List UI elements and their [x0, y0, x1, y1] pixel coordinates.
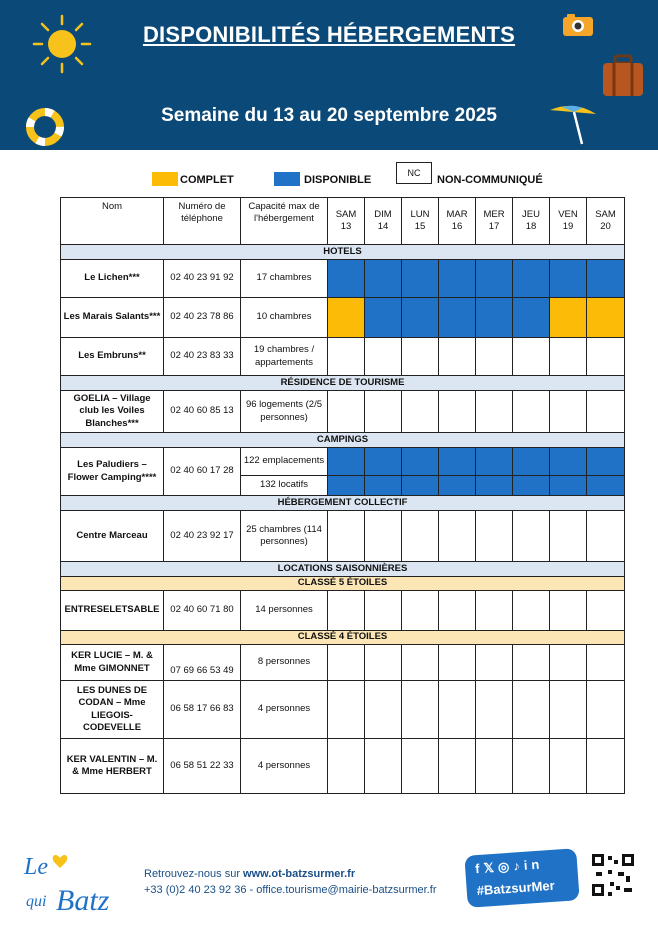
day-cell-disponible [328, 476, 365, 496]
day-cell [365, 739, 402, 794]
subsection-row [61, 631, 625, 645]
phone-cell: 02 40 23 92 17 [164, 511, 241, 562]
name-cell: Les Paludiers – Flower Camping**** [61, 448, 164, 496]
day-cell [365, 591, 402, 631]
day-cell [402, 681, 439, 739]
subsection-classe5: CLASSÉ 5 ÉTOILES [61, 577, 625, 591]
col-day: DIM 14 [365, 198, 402, 245]
day-cell-disponible [365, 298, 402, 338]
day-cell [402, 645, 439, 681]
capacity-cell: 132 locatifs [241, 476, 328, 496]
day-cell [513, 681, 550, 739]
day-cell [328, 681, 365, 739]
col-day: VEN 19 [550, 198, 587, 245]
le-qui-batz-logo [22, 848, 132, 918]
day-cell-complet [587, 298, 625, 338]
day-cell-disponible [513, 476, 550, 496]
phone-cell: 02 40 23 91 92 [164, 260, 241, 298]
legend [0, 162, 658, 192]
day-cell-disponible [550, 448, 587, 476]
day-cell [587, 681, 625, 739]
day-cell [439, 338, 476, 376]
day-cell [328, 739, 365, 794]
name-cell: Les Embruns** [61, 338, 164, 376]
section-campings: CAMPINGS [61, 433, 625, 448]
day-cell [402, 739, 439, 794]
name-cell: LES DUNES DE CODAN – Mme LIEGOIS-CODEVELLE [61, 681, 164, 739]
phone-cell: 02 40 60 17 28 [164, 448, 241, 496]
phone-cell: 02 40 23 83 33 [164, 338, 241, 376]
day-cell-disponible [402, 476, 439, 496]
day-cell [513, 591, 550, 631]
day-cell-complet [328, 298, 365, 338]
day-cell [328, 591, 365, 631]
day-cell-disponible [365, 476, 402, 496]
day-cell [402, 511, 439, 562]
legend-disponible-label: DISPONIBLE [304, 174, 372, 186]
col-day: MAR 16 [439, 198, 476, 245]
day-cell-disponible [402, 298, 439, 338]
day-cell-disponible [476, 476, 513, 496]
section-residence: RÉSIDENCE DE TOURISME [61, 376, 625, 391]
col-capacite: Capacité max de l'hébergement [241, 198, 328, 245]
day-cell [328, 338, 365, 376]
day-cell-disponible [587, 448, 625, 476]
day-cell [513, 645, 550, 681]
phone-cell: 02 40 23 78 86 [164, 298, 241, 338]
day-cell [587, 739, 625, 794]
day-cell-disponible [439, 476, 476, 496]
day-cell-disponible [328, 448, 365, 476]
page-subtitle: Semaine du 13 au 20 septembre 2025 [161, 105, 497, 126]
day-cell [365, 681, 402, 739]
col-day: SAM 20 [587, 198, 625, 245]
capacity-cell: 19 chambres / appartements [241, 338, 328, 376]
legend-nc-label: NON-COMMUNIQUÉ [437, 174, 543, 186]
day-cell-disponible [328, 260, 365, 298]
day-cell-disponible [476, 298, 513, 338]
capacity-cell: 14 personnes [241, 591, 328, 631]
day-cell-disponible [587, 260, 625, 298]
table-row [61, 739, 625, 794]
website-link[interactable]: www.ot-batzsurmer.fr [243, 868, 356, 880]
capacity-cell: 17 chambres [241, 260, 328, 298]
day-cell-disponible [439, 448, 476, 476]
name-cell: Le Lichen*** [61, 260, 164, 298]
day-cell-disponible [550, 260, 587, 298]
day-cell [402, 391, 439, 433]
suitcase-icon [600, 54, 646, 100]
page-title: DISPONIBILITÉS HÉBERGEMENTS [142, 22, 516, 47]
social-icons: f𝕏◎♪in [474, 856, 544, 877]
section-hotels: HOTELS [61, 245, 625, 260]
day-cell [550, 681, 587, 739]
subsection-classe4: CLASSÉ 4 ÉTOILES [61, 631, 625, 645]
col-day: SAM 13 [328, 198, 365, 245]
table-row [61, 338, 625, 376]
day-cell-disponible [513, 260, 550, 298]
capacity-cell: 96 logements (2/5 personnes) [241, 391, 328, 433]
day-cell [587, 645, 625, 681]
day-cell-disponible [365, 260, 402, 298]
section-row [61, 562, 625, 577]
hashtag-text: #BatzsurMer [476, 877, 556, 899]
section-row [61, 433, 625, 448]
phone-cell: 06 58 51 22 33 [164, 739, 241, 794]
day-cell [550, 645, 587, 681]
day-cell [513, 739, 550, 794]
day-cell [550, 338, 587, 376]
day-cell [513, 338, 550, 376]
name-cell: Centre Marceau [61, 511, 164, 562]
day-cell [439, 591, 476, 631]
day-cell-disponible [476, 448, 513, 476]
footer-contact[interactable]: +33 (0)2 40 23 92 36 - office.tourisme@mairie-batzsurmer.fr [144, 884, 437, 896]
day-cell [476, 739, 513, 794]
section-row [61, 376, 625, 391]
day-cell [587, 391, 625, 433]
col-day: MER 17 [476, 198, 513, 245]
name-cell: ENTRESELETSABLE [61, 591, 164, 631]
capacity-cell: 4 personnes [241, 739, 328, 794]
day-cell [476, 338, 513, 376]
section-locations: LOCATIONS SAISONNIÈRES [61, 562, 625, 577]
table-row [61, 260, 625, 298]
day-cell-complet [550, 298, 587, 338]
legend-nc-box: NC [396, 162, 432, 184]
phone-cell: 07 69 66 53 49 [164, 645, 241, 681]
svg-text:Batz: Batz [56, 884, 110, 917]
day-cell-disponible [513, 448, 550, 476]
footer-website-line: Retrouvez-nous sur www.ot-batzsurmer.fr [144, 868, 356, 880]
day-cell [550, 391, 587, 433]
footer [0, 840, 658, 929]
day-cell [550, 511, 587, 562]
day-cell [476, 391, 513, 433]
legend-disponible-swatch [274, 172, 300, 186]
day-cell [328, 511, 365, 562]
qr-code-icon[interactable] [590, 852, 636, 898]
day-cell [439, 681, 476, 739]
header-row [61, 198, 625, 245]
day-cell [476, 681, 513, 739]
table-row [61, 681, 625, 739]
day-cell [587, 591, 625, 631]
header-banner [0, 0, 658, 150]
day-cell [513, 391, 550, 433]
section-collectif: HÉBERGEMENT COLLECTIF [61, 496, 625, 511]
social-hashtag-badge[interactable] [464, 848, 579, 908]
day-cell [550, 739, 587, 794]
day-cell [402, 591, 439, 631]
phone-cell: 06 58 17 66 83 [164, 681, 241, 739]
name-cell: KER VALENTIN – M. & Mme HERBERT [61, 739, 164, 794]
table-row [61, 645, 625, 681]
day-cell [513, 511, 550, 562]
table-row [61, 448, 625, 476]
day-cell [365, 645, 402, 681]
day-cell [365, 391, 402, 433]
capacity-cell: 8 personnes [241, 645, 328, 681]
table-row [61, 511, 625, 562]
day-cell [550, 591, 587, 631]
day-cell [365, 511, 402, 562]
day-cell [587, 511, 625, 562]
phone-cell: 02 40 60 85 13 [164, 391, 241, 433]
day-cell [439, 391, 476, 433]
section-row [61, 496, 625, 511]
day-cell-disponible [587, 476, 625, 496]
capacity-cell: 25 chambres (114 personnes) [241, 511, 328, 562]
capacity-cell: 4 personnes [241, 681, 328, 739]
day-cell [476, 511, 513, 562]
day-cell-disponible [402, 260, 439, 298]
day-cell-disponible [476, 260, 513, 298]
table-row [61, 298, 625, 338]
svg-text:qui: qui [26, 893, 47, 910]
availability-table [60, 197, 625, 794]
day-cell [476, 645, 513, 681]
table-row [61, 391, 625, 433]
col-day: LUN 15 [402, 198, 439, 245]
capacity-cell: 122 emplacements [241, 448, 328, 476]
day-cell [365, 338, 402, 376]
day-cell-disponible [513, 298, 550, 338]
day-cell-disponible [439, 260, 476, 298]
section-row [61, 245, 625, 260]
table-row [61, 591, 625, 631]
svg-text:Le: Le [24, 854, 48, 880]
subsection-row [61, 577, 625, 591]
phone-cell: 02 40 60 71 80 [164, 591, 241, 631]
day-cell [587, 338, 625, 376]
name-cell: GOELIA – Village club les Voiles Blanches*** [61, 391, 164, 433]
day-cell [439, 645, 476, 681]
legend-complet-label: COMPLET [180, 174, 234, 186]
day-cell [439, 511, 476, 562]
legend-complet-swatch [152, 172, 178, 186]
day-cell-disponible [365, 448, 402, 476]
name-cell: Les Marais Salants*** [61, 298, 164, 338]
capacity-cell: 10 chambres [241, 298, 328, 338]
day-cell-disponible [402, 448, 439, 476]
name-cell: KER LUCIE – M. & Mme GIMONNET [61, 645, 164, 681]
day-cell-disponible [550, 476, 587, 496]
day-cell-disponible [439, 298, 476, 338]
day-cell [476, 591, 513, 631]
col-telephone: Numéro de téléphone [164, 198, 241, 245]
col-nom: Nom [61, 198, 164, 245]
day-cell [328, 391, 365, 433]
day-cell [328, 645, 365, 681]
col-day: JEU 18 [513, 198, 550, 245]
day-cell [402, 338, 439, 376]
day-cell [439, 739, 476, 794]
